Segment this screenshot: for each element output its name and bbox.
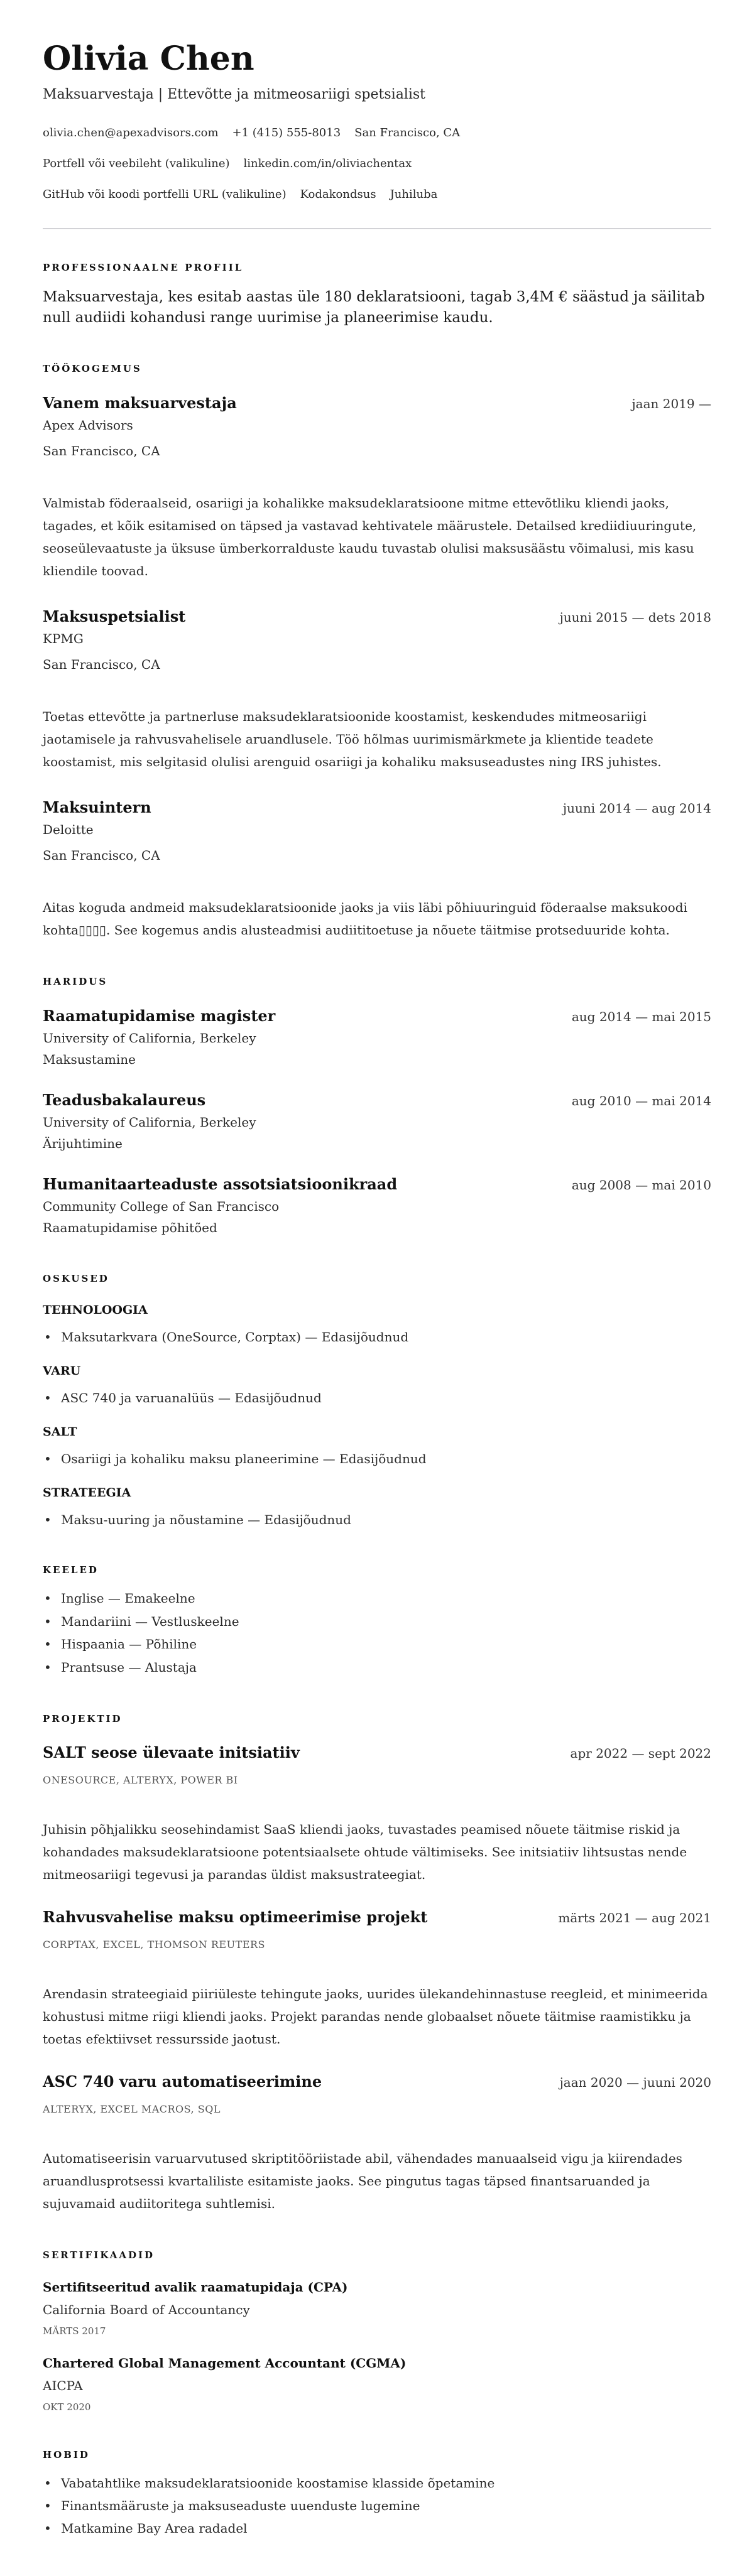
section-heading: SERTIFIKAADID [43, 2249, 155, 2261]
job-dates: juuni 2015 — dets 2018 [559, 610, 711, 625]
job-location: San Francisco, CA [43, 443, 160, 458]
language-item [43, 1656, 711, 1679]
bullet-icon: • [44, 1451, 52, 1466]
bullet-icon: • [44, 2498, 52, 2513]
bullet-icon: • [44, 2521, 52, 2536]
school-name: Community College of San Francisco [43, 1199, 280, 1214]
education-dates: aug 2014 — mai 2015 [571, 1009, 711, 1024]
education-entry [43, 1005, 711, 1070]
certifications-section [43, 2249, 711, 2415]
entry-header [43, 1907, 711, 1929]
hobby-item-text: Finantsmääruste ja maksuseaduste uuenduste lugemine [61, 2498, 420, 2513]
project-dates: jaan 2020 — juuni 2020 [559, 2075, 711, 2090]
language-item [43, 1610, 711, 1633]
education-entry [43, 1090, 711, 1154]
skill-group [43, 1483, 711, 1530]
job-description: Aitas koguda andmeid maksudeklaratsioonide jaoks ja viis läbi põhiuuringuid föderaalse maksukoodi kohta▯▯▯▯. See kogemus andis alusteadmisi audiititoetuse ja nõuete täitmise protseduuride kohta. [43, 900, 687, 938]
certification-entry [43, 2352, 711, 2415]
language-item-text: Mandariini — Vestluskeelne [61, 1613, 239, 1629]
contact-github[interactable]: GitHub või koodi portfelli URL (valikuline) [43, 188, 287, 201]
section-heading: OSKUSED [43, 1273, 109, 1284]
languages-section [43, 1564, 711, 1679]
hobbies-section [43, 2449, 711, 2540]
field-of-study: Ärijuhtimine [43, 1136, 123, 1151]
section-heading: HARIDUS [43, 976, 108, 987]
project-title: Rahvusvahelise maksu optimeerimise projekt [43, 1908, 428, 1926]
contact-row [43, 126, 711, 141]
certification-entry [43, 2276, 711, 2339]
project-entry [43, 1907, 711, 2050]
bullet-icon: • [44, 1512, 52, 1527]
bullet-icon: • [44, 1637, 52, 1652]
skill-list [43, 1510, 711, 1530]
language-item [43, 1587, 711, 1610]
experience-section [43, 362, 711, 941]
school-name: University of California, Berkeley [43, 1031, 256, 1046]
experience-entry [43, 606, 711, 773]
education-dates: aug 2008 — mai 2010 [571, 1177, 711, 1193]
entry-header [43, 1742, 711, 1764]
skill-category: VARU [43, 1364, 81, 1378]
language-item [43, 1633, 711, 1656]
skills-section [43, 1272, 711, 1530]
profile-section [43, 261, 711, 328]
projects-section [43, 1713, 711, 2215]
skill-item-text: Maksu-uuring ja nõustamine — Edasijõudnud [61, 1512, 351, 1527]
hobby-item [43, 2472, 711, 2494]
project-tech-stack: ONESOURCE, ALTERYX, POWER BI [43, 1774, 238, 1786]
skill-group [43, 1361, 711, 1408]
entry-header [43, 797, 711, 819]
certification-date: OKT 2020 [43, 2401, 91, 2413]
language-item-text: Inglise — Emakeelne [61, 1591, 195, 1606]
certification-issuer: AICPA [43, 2378, 83, 2393]
company-name: Apex Advisors [43, 418, 133, 433]
entry-header [43, 1005, 711, 1027]
contact-location: San Francisco, CA [354, 126, 461, 139]
experience-entry [43, 392, 711, 582]
job-title: Maksuintern [43, 798, 151, 816]
skill-item-text: ASC 740 ja varuanalüüs — Edasijõudnud [61, 1390, 322, 1405]
job-title: Vanem maksuarvestaja [43, 394, 237, 412]
project-title: ASC 740 varu automatiseerimine [43, 2072, 322, 2091]
education-entry [43, 1174, 711, 1238]
project-tech-stack: CORPTAX, EXCEL, THOMSON REUTERS [43, 1939, 265, 1951]
education-dates: aug 2010 — mai 2014 [571, 1093, 711, 1108]
contact-linkedin[interactable]: linkedin.com/in/oliviachentax [243, 157, 412, 170]
entry-header [43, 392, 711, 414]
section-heading: HOBID [43, 2449, 90, 2460]
bullet-icon: • [44, 1390, 52, 1405]
project-entry [43, 1742, 711, 1886]
job-description: Toetas ettevõtte ja partnerluse maksudeklaratsioonide koostamist, keskendudes mitmeosariigi jaotamisele ja rahvusvahelisele aruandlusele. Töö hõlmas uurimismärkmete ja klientide teadete koostamist, mis selgitasid olulisi arenguid osariigi ja kohaliku maksuseadustes ning IRS juhistes. [43, 709, 662, 769]
project-description: Automatiseerisin varuarvutused skriptitööriistade abil, vähendades manuaalseid vigu ja kiirendades aruandlusprotsessi kvartaliliste esitamiste jaoks. See pingutus tagas täpsed finantsaruanded ja sujuvamaid audiitoritega suhtlemisi. [43, 2151, 682, 2211]
entry-header [43, 1090, 711, 1112]
field-of-study: Maksustamine [43, 1052, 136, 1067]
job-description: Valmistab föderaalseid, osariigi ja kohalikke maksudeklaratsioone mitme ettevõtliku kliendi jaoks, tagades, et kõik esitamised on täpsed ja vastavad kehtivatele määrustele. Detailsed krediidiuuringute, seoseülevaatuste ja üksuse ümberkorralduste kaudu tuvastab olulisi maksusäästu võimalusi, mis kasu kliendile toovad. [43, 495, 697, 578]
skill-group [43, 1301, 711, 1347]
project-entry [43, 2071, 711, 2215]
certification-date: MÄRTS 2017 [43, 2325, 106, 2337]
skill-item [43, 1327, 711, 1347]
hobby-item [43, 2517, 711, 2540]
bullet-icon: • [44, 1329, 52, 1345]
entry-header [43, 1174, 711, 1196]
contact-row [43, 187, 711, 202]
entry-header [43, 2071, 711, 2093]
contact-phone[interactable]: +1 (415) 555-8013 [232, 126, 341, 139]
contact-citizenship: Kodakondsus [300, 188, 376, 201]
project-dates: märts 2021 — aug 2021 [558, 1910, 711, 1925]
bullet-icon: • [44, 1613, 52, 1629]
degree-name: Humanitaarteaduste assotsiatsioonikraad [43, 1175, 398, 1193]
project-tech-stack: ALTERYX, EXCEL MACROS, SQL [43, 2103, 221, 2115]
company-name: KPMG [43, 631, 84, 646]
hobby-item-text: Vabatahtlike maksudeklaratsioonide koostamise klasside õpetamine [61, 2476, 495, 2491]
education-section [43, 975, 711, 1238]
field-of-study: Raamatupidamise põhitõed [43, 1220, 217, 1235]
profile-summary: Maksuarvestaja, kes esitab aastas üle 180 deklaratsiooni, tagab 3,4M € säästud ja säilitab null audiidi kohandusi range uurimise ja planeerimise kaudu. [43, 289, 705, 326]
bullet-icon: • [44, 1591, 52, 1606]
skill-category: TEHNOLOOGIA [43, 1303, 148, 1317]
degree-name: Raamatupidamise magister [43, 1007, 276, 1025]
skill-item [43, 1449, 711, 1469]
project-description: Arendasin strateegiaid piiriüleste tehingute jaoks, uurides ülekandehinnastuse reegleid, et minimeerida kohustusi mitme riigi kliendi jaoks. Projekt parandas nende globaalset nõuete täitmise raamistikku ja toetas efektiivset ressursside jaotust. [43, 1986, 708, 2047]
job-location: San Francisco, CA [43, 848, 160, 863]
contact-email[interactable]: olivia.chen@apexadvisors.com [43, 126, 219, 139]
bullet-icon: • [44, 1659, 52, 1675]
skill-item [43, 1388, 711, 1408]
language-item-text: Hispaania — Põhiline [61, 1637, 197, 1652]
contact-drivers-license: Juhiluba [390, 188, 438, 201]
language-item-text: Prantsuse — Alustaja [61, 1659, 197, 1675]
section-heading: PROFESSIONAALNE PROFIIL [43, 262, 244, 273]
candidate-name: Olivia Chen [43, 40, 254, 78]
skill-category: SALT [43, 1425, 77, 1439]
job-dates: jaan 2019 — [631, 396, 711, 411]
section-heading: KEELED [43, 1564, 99, 1576]
resume-header [43, 40, 711, 202]
contact-row [43, 156, 711, 171]
skill-item-text: Maksutarkvara (OneSource, Corptax) — Edasijõudnud [61, 1329, 409, 1345]
certification-title: Chartered Global Management Accountant (CGMA) [43, 2356, 407, 2371]
bullet-icon: • [44, 2476, 52, 2491]
skill-list [43, 1449, 711, 1469]
skill-list [43, 1327, 711, 1347]
skill-list [43, 1388, 711, 1408]
degree-name: Teadusbakalaureus [43, 1091, 206, 1109]
section-heading: PROJEKTID [43, 1713, 123, 1724]
skill-item-text: Osariigi ja kohaliku maksu planeerimine — Edasijõudnud [61, 1451, 427, 1466]
candidate-title: Maksuarvestaja | Ettevõtte ja mitmeosariigi spetsialist [43, 87, 426, 102]
header-divider [43, 228, 711, 229]
contact-portfolio[interactable]: Portfell või veebileht (valikuline) [43, 157, 230, 170]
project-title: SALT seose ülevaate initsiatiiv [43, 1743, 300, 1762]
section-heading: TÖÖKOGEMUS [43, 363, 142, 374]
experience-entry [43, 797, 711, 941]
project-dates: apr 2022 — sept 2022 [570, 1746, 711, 1761]
skill-category: STRATEEGIA [43, 1486, 131, 1500]
job-title: Maksuspetsialist [43, 607, 186, 625]
hobby-item [43, 2494, 711, 2517]
entry-header [43, 606, 711, 628]
company-name: Deloitte [43, 822, 94, 837]
certification-title: Sertifitseeritud avalik raamatupidaja (CPA) [43, 2280, 348, 2295]
school-name: University of California, Berkeley [43, 1115, 256, 1130]
skill-item [43, 1510, 711, 1530]
hobby-item-text: Matkamine Bay Area radadel [61, 2521, 248, 2536]
job-dates: juuni 2014 — aug 2014 [562, 801, 711, 816]
certification-issuer: California Board of Accountancy [43, 2302, 250, 2317]
skill-group [43, 1422, 711, 1469]
job-location: San Francisco, CA [43, 657, 160, 672]
project-description: Juhisin põhjalikku seosehindamist SaaS kliendi jaoks, tuvastades peamised nõuete täitmise riskid ja kohandades maksudeklaratsioone potentsiaalsete ohtude vältimiseks. See initsiatiiv lihtsustas nende mitmeosariigi tegevusi ja parandas üldist maksustrateegiat. [43, 1822, 687, 1882]
